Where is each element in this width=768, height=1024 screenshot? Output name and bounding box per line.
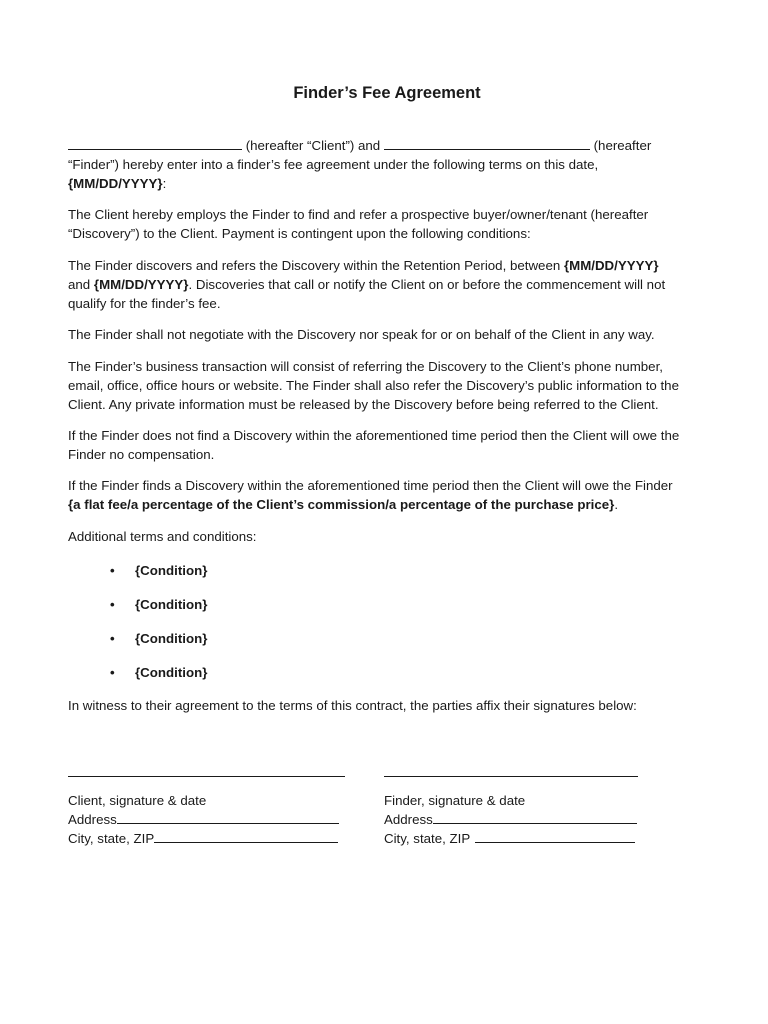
finder-address-blank [433, 811, 637, 824]
bullet-icon: • [110, 665, 115, 680]
list-item [110, 663, 207, 682]
list-item [110, 629, 207, 648]
intro-date-placeholder: {MM/DD/YYYY} [68, 176, 163, 191]
client-signature-label: Client, signature & date [68, 793, 207, 808]
bullet-icon: • [110, 563, 115, 578]
document-title: Finder’s Fee Agreement [293, 84, 481, 102]
find-period: . [614, 497, 619, 512]
finder-name-blank [384, 137, 590, 150]
intro-text-finder: (hereafter [593, 138, 652, 153]
condition-placeholder: {Condition} [135, 665, 208, 680]
transaction-line-1: The Finder’s business transaction will consist of referring the Discovery to the Client’s phone number, [68, 359, 663, 374]
client-signature-line [68, 776, 345, 777]
list-item [110, 595, 207, 614]
employs-line-1: The Client hereby employs the Finder to find and refer a prospective buyer/owner/tenant (hereafter [68, 207, 649, 222]
condition-placeholder: {Condition} [135, 631, 208, 646]
finder-address-label: Address [384, 812, 433, 827]
find-paragraph [68, 476, 708, 514]
client-address-row [68, 810, 339, 829]
no-find-paragraph [68, 426, 708, 464]
client-city-blank [154, 830, 338, 843]
retention-paragraph [68, 256, 708, 313]
client-city-label: City, state, ZIP [68, 831, 155, 846]
bullet-icon: • [110, 631, 115, 646]
negotiate-paragraph: The Finder shall not negotiate with the Discovery nor speak for or on behalf of the Client in any way. [68, 327, 655, 342]
condition-placeholder: {Condition} [135, 563, 208, 578]
intro-line-2: “Finder”) hereby enter into a finder’s fee agreement under the following terms on this date, [68, 157, 599, 172]
employs-line-2: “Discovery”) to the Client. Payment is contingent upon the following conditions: [68, 226, 531, 241]
client-name-blank [68, 137, 242, 150]
intro-paragraph [68, 136, 708, 193]
find-line-1: If the Finder finds a Discovery within the aforementioned time period then the Client will owe the Finder [68, 478, 673, 493]
finder-address-row [384, 810, 637, 829]
retention-end-date: {MM/DD/YYYY} [93, 277, 189, 292]
transaction-line-2: email, office, office hours or website. The Finder shall also refer the Discovery’s public information to the [68, 378, 679, 393]
retention-text-3: . Discoveries that call or notify the Client on or before the commencement will not [188, 277, 666, 292]
finder-signature-line [384, 776, 638, 777]
intro-colon: : [162, 176, 167, 191]
condition-placeholder: {Condition} [135, 597, 208, 612]
witness-paragraph: In witness to their agreement to the terms of this contract, the parties affix their signatures below: [68, 698, 637, 713]
no-find-line-2: Finder no compensation. [68, 447, 215, 462]
list-item [110, 561, 207, 580]
finder-signature-label: Finder, signature & date [384, 793, 526, 808]
client-address-blank [117, 811, 339, 824]
client-city-row [68, 829, 338, 848]
employs-paragraph [68, 205, 708, 243]
intro-text-client: (hereafter “Client”) and [245, 138, 381, 153]
finder-city-label: City, state, ZIP [384, 831, 471, 846]
bullet-icon: • [110, 597, 115, 612]
retention-line-3: qualify for the finder’s fee. [68, 296, 221, 311]
finder-city-row [384, 829, 635, 848]
finder-city-blank [475, 830, 635, 843]
transaction-line-3: Client. Any private information must be released by the Discovery before being referred to the Client. [68, 397, 659, 412]
retention-text-1: The Finder discovers and refers the Discovery within the Retention Period, between [68, 258, 564, 273]
retention-text-2: and [68, 277, 94, 292]
retention-start-date: {MM/DD/YYYY} [563, 258, 659, 273]
no-find-line-1: If the Finder does not find a Discovery within the aforementioned time period then the Client will owe the [68, 428, 680, 443]
fee-options-placeholder: {a flat fee/a percentage of the Client’s commission/a percentage of the purchase price} [68, 497, 615, 512]
transaction-paragraph [68, 357, 708, 414]
additional-terms-heading: Additional terms and conditions: [68, 529, 257, 544]
client-address-label: Address [68, 812, 117, 827]
